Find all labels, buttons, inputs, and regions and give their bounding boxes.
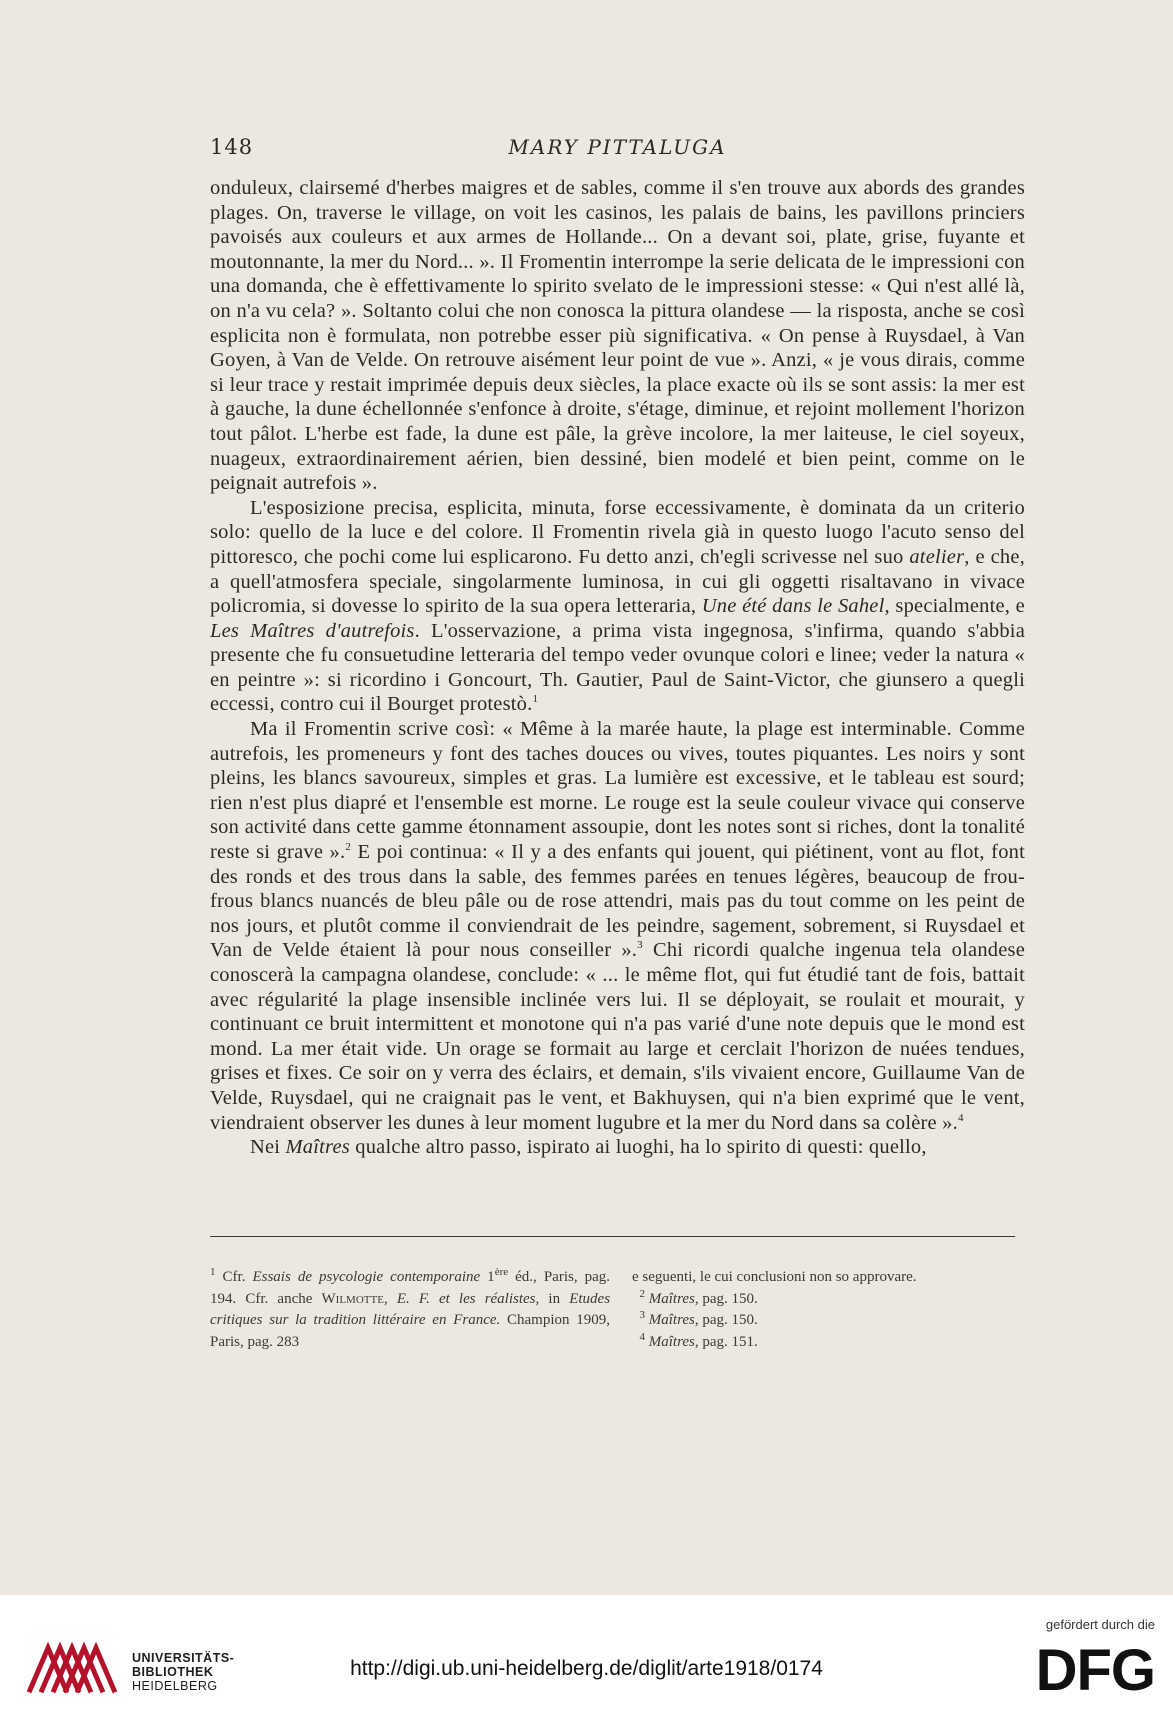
- text-span: , pag. 150.: [694, 1312, 758, 1329]
- footnote-divider: [210, 1236, 1015, 1237]
- page-number: 148: [210, 135, 254, 159]
- permalink-url[interactable]: http://digi.ub.uni-heidelberg.de/diglit/arte1918/0174: [350, 1657, 823, 1680]
- text-span: , e che, a quell'atmosfera speciale, singolarmente luminosa, in cui gli oggetti risaltavano in vivace policromia, si dovesse lo spirito de la sua opera letteraria,: [210, 545, 1025, 618]
- footnote-2: [632, 1289, 1032, 1311]
- author-name: Wilmotte: [321, 1290, 384, 1307]
- paragraph-2: [210, 496, 1025, 717]
- body-text: [210, 176, 1025, 1160]
- text-span: , specialmente, e: [884, 595, 1025, 618]
- text-span: , pag. 150.: [694, 1290, 758, 1307]
- viewer-footer: [0, 1595, 1173, 1715]
- text-span: éd., Paris, pag. 194. Cfr. anche: [210, 1269, 611, 1307]
- footnote-ref: 3: [637, 939, 643, 952]
- text-span: , pag. 151.: [694, 1333, 758, 1350]
- book-title: Maîtres: [648, 1333, 695, 1350]
- footnote-4: [632, 1332, 1032, 1354]
- footnote-mark: 1: [210, 1266, 216, 1278]
- funder-caption: gefördert durch die: [1045, 1617, 1155, 1632]
- text-span: qualche altro passo, ispirato ai luoghi, ha lo spirito di questi: quello,: [349, 1136, 927, 1159]
- text-span: L'esposizione precisa, esplicita, minuta, forse eccessivamente, è dominata da un criterio solo: quello de la luce e del colore. Il Fromentin rivela già in questo luogo l'acuto senso del pittoresco, che pochi come lui esplicarono. Fu detto anzi, ch'egli scrivesse nel suo: [210, 496, 1025, 568]
- paragraph-3: [210, 717, 1025, 1135]
- ordinal-suffix: ère: [494, 1266, 509, 1278]
- text-span: ,: [383, 1290, 397, 1307]
- text-span: Ma il Fromentin scrive così: « Même à la marée haute, la plage est interminable. Comme autrefois, les promeneurs y font des taches douces ou vives, toutes piquantes. Les noirs y sont pleins, les blancs savoureux, simples et gras. La lumière est excessive, et le tableau est sourd; rien n'est plus diapré et l'ensemble est morne. Le rouge est la seule couleur vivace qui conserve son activité dans cette gamme étonnament assoupie, dont les notes sont si riches, dont la tonalité reste si grave ».: [210, 718, 1025, 864]
- footnote-mark: 2: [639, 1287, 645, 1300]
- text-span: Cfr.: [215, 1269, 253, 1285]
- book-title: Maîtres: [285, 1136, 350, 1159]
- book-title: Maîtres: [648, 1290, 695, 1307]
- text-span: Champion 1909, Paris, pag. 283: [210, 1312, 611, 1350]
- book-title: Essais de psycologie contemporaine: [252, 1269, 481, 1285]
- footnote-3: [632, 1310, 1032, 1332]
- paragraph-1: onduleux, clairsemé d'herbes maigres et de sables, comme il s'en trouve aux abords des grandes plages. On, traverse le village, on voit les casinos, les palais de bains, les pavillons princiers pavoisés aux couleurs et aux armes de Hollande... On a devant soi, plate, grise, fuyante et moutonnante, la mer du Nord... ». Il Fromentin interrompe la serie delicata de le impressioni con una domanda, che è effettivamente lo spirito svelato de le impressioni stesse: « Qui n'est allé là, on n'a vu cela? ». Soltanto colui che non conosca la pittura olandese — la risposta, anche se così esplicita non è formulata, non potrebbe esser più significativa. « On pense à Ruysdael, à Van Goyen, à Van de Velde. On retrouve aisément leur point de vue ». Anzi, « je vous dirais, comme si leur trace y restait imprimée depuis deux siècles, la place exacte où ils se sont assis: la mer est à gauche, la dune échellonnée s'enfonce à droite, s'étage, diminue, et rejoint mollement l'horizon tout pâlot. L'herbe est fade, la dune est pâle, la grève incolore, la mer laiteuse, le ciel soyeux, nuageux, extraordinairement aérien, bien dessiné, bien modelé et bien peint, comme on le peignait autrefois ».: [210, 177, 1025, 495]
- page-header: [210, 135, 1025, 165]
- book-title: Maîtres: [648, 1312, 695, 1329]
- footnote-mark: 4: [639, 1330, 645, 1343]
- funder-block: [1005, 1617, 1155, 1703]
- footnote-ref: 1: [532, 693, 539, 706]
- footnote-ref: 2: [345, 841, 352, 854]
- footnotes-right-column: [632, 1267, 1032, 1353]
- text-span: Nei: [250, 1136, 286, 1159]
- book-title: Etudes critiques sur la tradition littéraire en France.: [210, 1290, 611, 1329]
- text-span: E poi continua: « Il y a des enfants qui jouent, qui piétinent, vont au flot, font des ronds et des trous dans la sable, des femmes parées en tenues légères, beaucoup de frou-frous blancs nuancés de bleu pâle ou de rose attendri, mais pas du tout comme on les peint de nos jours, et plutôt comme il conviendrait de les peindre, sagement, sobrement, si Ruysdael et Van de Velde étaient là pour nous conseiller ».: [210, 841, 1025, 962]
- paragraph-4: [210, 1135, 1025, 1160]
- footnote-mark: 3: [639, 1309, 645, 1322]
- footnote-1: [210, 1267, 610, 1353]
- book-title: E. F. et les réalistes: [396, 1290, 536, 1307]
- library-name-line: UNIVERSITÄTS-: [132, 1651, 235, 1665]
- footnote-ref: 4: [957, 1111, 964, 1124]
- library-name-line: BIBLIOTHEK: [132, 1665, 214, 1679]
- book-title: Une été dans le Sahel: [701, 595, 885, 618]
- text-span: , in: [535, 1290, 570, 1307]
- text-span: 1: [480, 1269, 495, 1285]
- footnote-1-continuation: e seguenti, le cui conclusioni non so approvare.: [632, 1269, 917, 1285]
- library-name-line: HEIDELBERG: [132, 1679, 218, 1693]
- text-span: . L'osservazione, a prima vista ingegnosa, s'infirma, quando s'abbia presente che fu consuetudine letteraria del tempo veder ovunque colori e linee; veder la natura « en peintre »: si ricordino i Goncourt, Th. Gautier, Paul de Saint-Victor, che giunsero a quegli eccessi, contro cui il Bourget protestò.: [210, 619, 1025, 716]
- book-title: Les Maîtres d'autrefois: [210, 619, 415, 642]
- text-span: Chi ricordi qualche ingenua tela olandese conoscerà la campagna olandese, conclude: « ... le même flot, qui fut étudié tant de fois, battait avec régularité la plage insensible inclinée vers lui. Il se déployait, se roulait et mourait, y continuant ce bruit intermittent et monotone qui n'a pas varié d'une note depuis que le mond est mond. La mer était vide. Un orage se formait au large et cerclait l'horizon de nuées tendues, grises et fixes. Ce soir on y verra des éclairs, et demain, s'ils vivaient encore, Guillaume Van de Velde, Ruysdael, qui ne craignait pas le vent, et Bakhuysen, qui n'a bien exprimé que le vent, viendraient observer les dunes à leur moment lugubre et la mer du Nord dans sa colère ».: [210, 939, 1026, 1134]
- italic-term: atelier: [909, 545, 965, 568]
- dfg-logo: DFG: [1035, 1638, 1155, 1703]
- running-head: MARY PITTALUGA: [508, 135, 727, 159]
